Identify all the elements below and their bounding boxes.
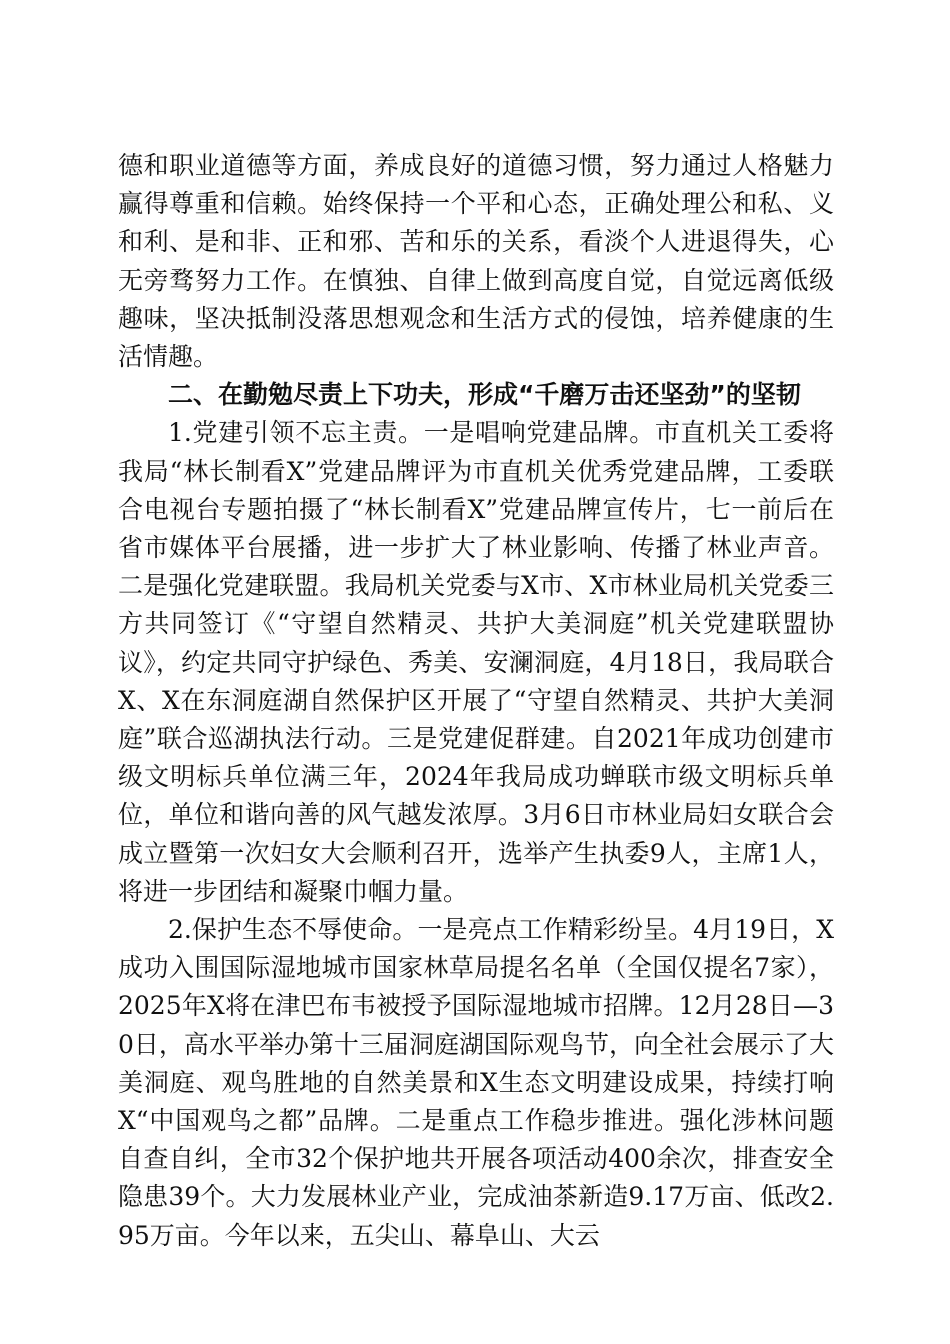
document-body: [118, 147, 834, 1255]
paragraph-party-building: 1.党建引领不忘主责。一是唱响党建品牌。市直机关工委将我局“林长制看X”党建品牌评为市直机关优秀党建品牌，工委联合电视台专题拍摄了“林长制看X”党建品牌宣传片，七一前后在省市媒体平台展播，进一步扩大了林业影响、传播了林业声音。二是强化党建联盟。我局机关党委与X市、X市林业局机关党委三方共同签订《“守望自然精灵、共护大美洞庭”机关党建联盟协议》，约定共同守护绿色、秀美、安澜洞庭，4月18日，我局联合X、X在东洞庭湖自然保护区开展了“守望自然精灵、共护大美洞庭”联合巡湖执法行动。三是党建促群建。自2021年成功创建市级文明标兵单位满三年，2024年我局成功蝉联市级文明标兵单位，单位和谐向善的风气越发浓厚。3月6日市林业局妇女联合会成立暨第一次妇女大会顺利召开，选举产生执委9人，主席1人，将进一步团结和凝聚巾帼力量。: [118, 418, 834, 906]
section-heading: 二、在勤勉尽责上下功夫，形成“千磨万击还坚劲”的坚韧: [168, 380, 801, 410]
paragraph-ecology-protection: 2.保护生态不辱使命。一是亮点工作精彩纷呈。4月19日，X成功入围国际湿地城市国家林草局提名名单（全国仅提名7家），2025年X将在津巴布韦被授予国际湿地城市招牌。12月28日—30日，高水平举办第十三届洞庭湖国际观鸟节，向全社会展示了大美洞庭、观鸟胜地的自然美景和X生态文明建设成果，持续打响X“中国观鸟之都”品牌。二是重点工作稳步推进。强化涉林问题自查自纠，全市32个保护地共开展各项活动400余次，排查安全隐患39个。大力发展林业产业，完成油茶新造9.17万亩、低改2.95万亩。今年以来，五尖山、幕阜山、大云: [118, 915, 834, 1250]
paragraph-continued: 德和职业道德等方面，养成良好的道德习惯，努力通过人格魅力赢得尊重和信赖。始终保持一个平和心态，正确处理公和私、义和利、是和非、正和邪、苦和乐的关系，看淡个人进退得失，心无旁骛努力工作。在慎独、自律上做到高度自觉，自觉远离低级趣味，坚决抵制没落思想观念和生活方式的侵蚀，培养健康的生活情趣。: [118, 151, 834, 372]
